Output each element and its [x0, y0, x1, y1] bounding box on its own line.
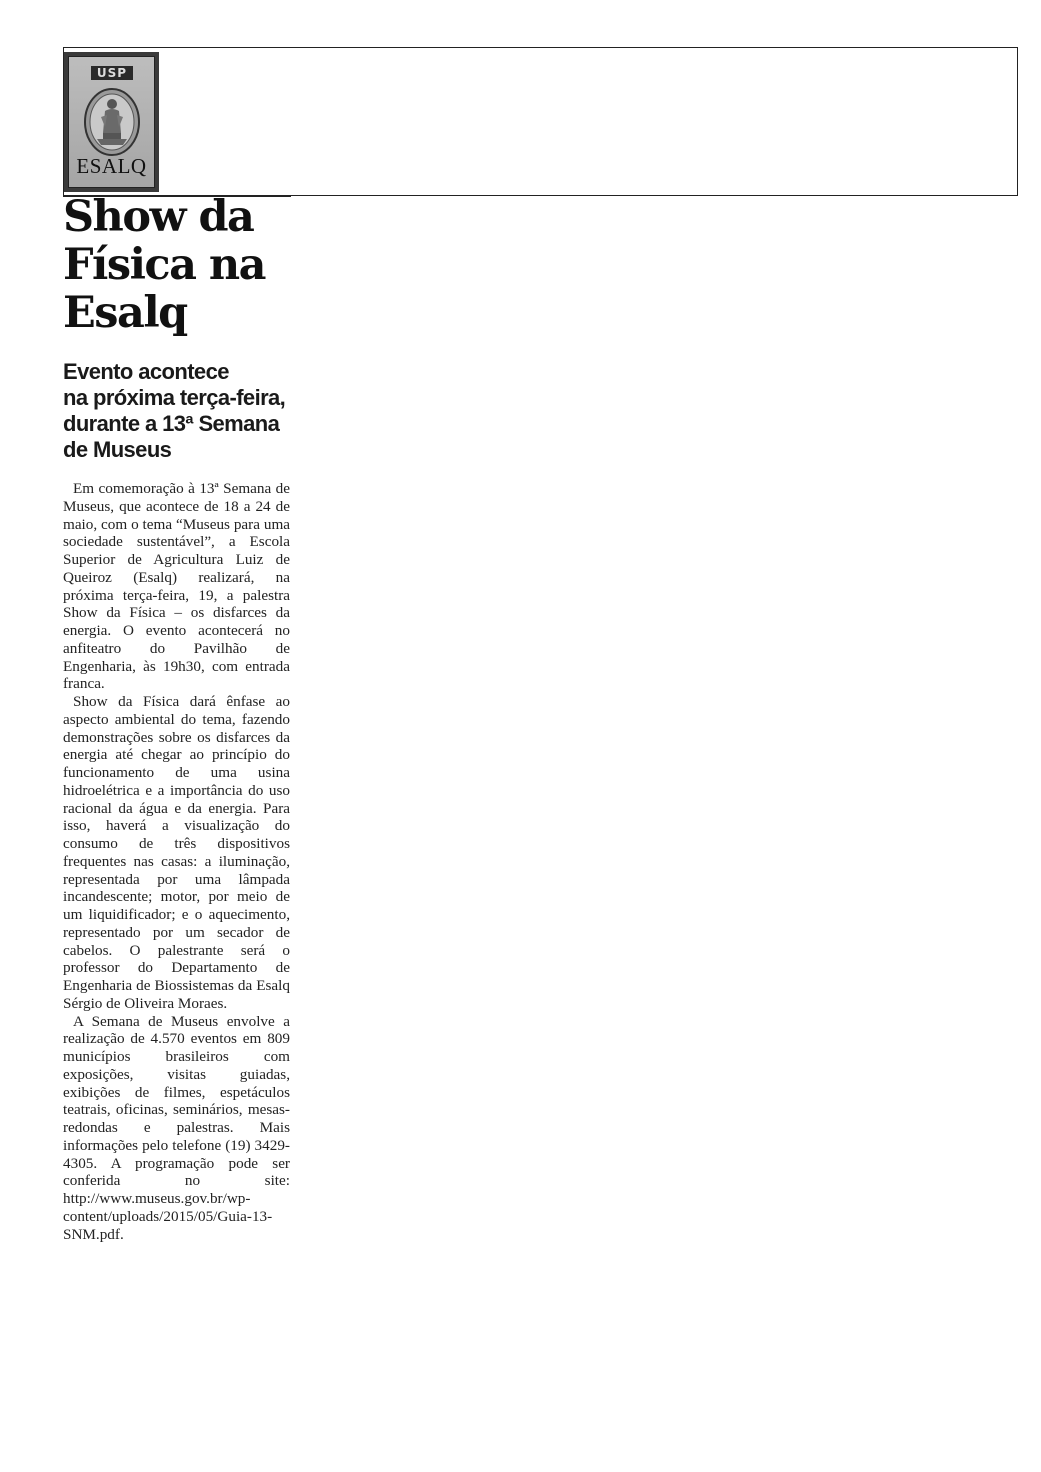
seal-icon — [83, 87, 141, 157]
article-paragraph: Show da Física dará ênfase ao aspecto ambiental do tema, fazendo demonstrações sobre os disfarces da energia até chegar ao princípio do funcionamento de uma usina hidroelétrica e a importância do uso racional da água e da energia. Para isso, haverá a visualização do consumo de três dispositivos frequentes nas casas: a iluminação, representada por uma lâmpada incandescente; motor, por meio de um liquidificador; e o aquecimento, representado por um secador de cabelos. O palestrante será o professor do Departamento de Engenharia de Biossistemas da Esalq Sérgio de Oliveira Moraes. — [63, 693, 290, 1012]
article-paragraph: A Semana de Museus envolve a realização de 4.570 eventos em 809 municípios brasileiros com exposições, visitas guiadas, exibições de filmes, espetáculos teatrais, oficinas, seminários, mesas-redondas e palestras. Mais informações pelo telefone (19) 3429-4305. A programação pode ser conferida no site: http://www.museus.gov.br/wp-content/uploads/2015/05/Guia-13-SNM.pdf. — [63, 1012, 290, 1243]
logo-esalq-text: ESALQ — [76, 154, 147, 178]
logo-panel — [68, 56, 155, 188]
article-subheadline: Evento acontece na próxima terça-feira, durante a 13ª Semana de Museus — [63, 359, 286, 462]
article-body — [63, 480, 290, 1243]
logo-usp-text: USP — [91, 66, 133, 80]
header-box — [63, 47, 1018, 196]
article-headline: Show da Física na Esalq — [63, 192, 266, 338]
article-paragraph: Em comemoração à 13ª Semana de Museus, que acontece de 18 a 24 de maio, com o tema “Museus para uma sociedade sustentável”, a Escola Superior de Agricultura Luiz de Queiroz (Esalq) realizará, na próxima terça-feira, 19, a palestra Show da Física – os disfarces da energia. O evento acontecerá no anfiteatro do Pavilhão de Engenharia, às 19h30, com entrada franca. — [63, 480, 290, 693]
usp-esalq-logo — [64, 52, 159, 192]
